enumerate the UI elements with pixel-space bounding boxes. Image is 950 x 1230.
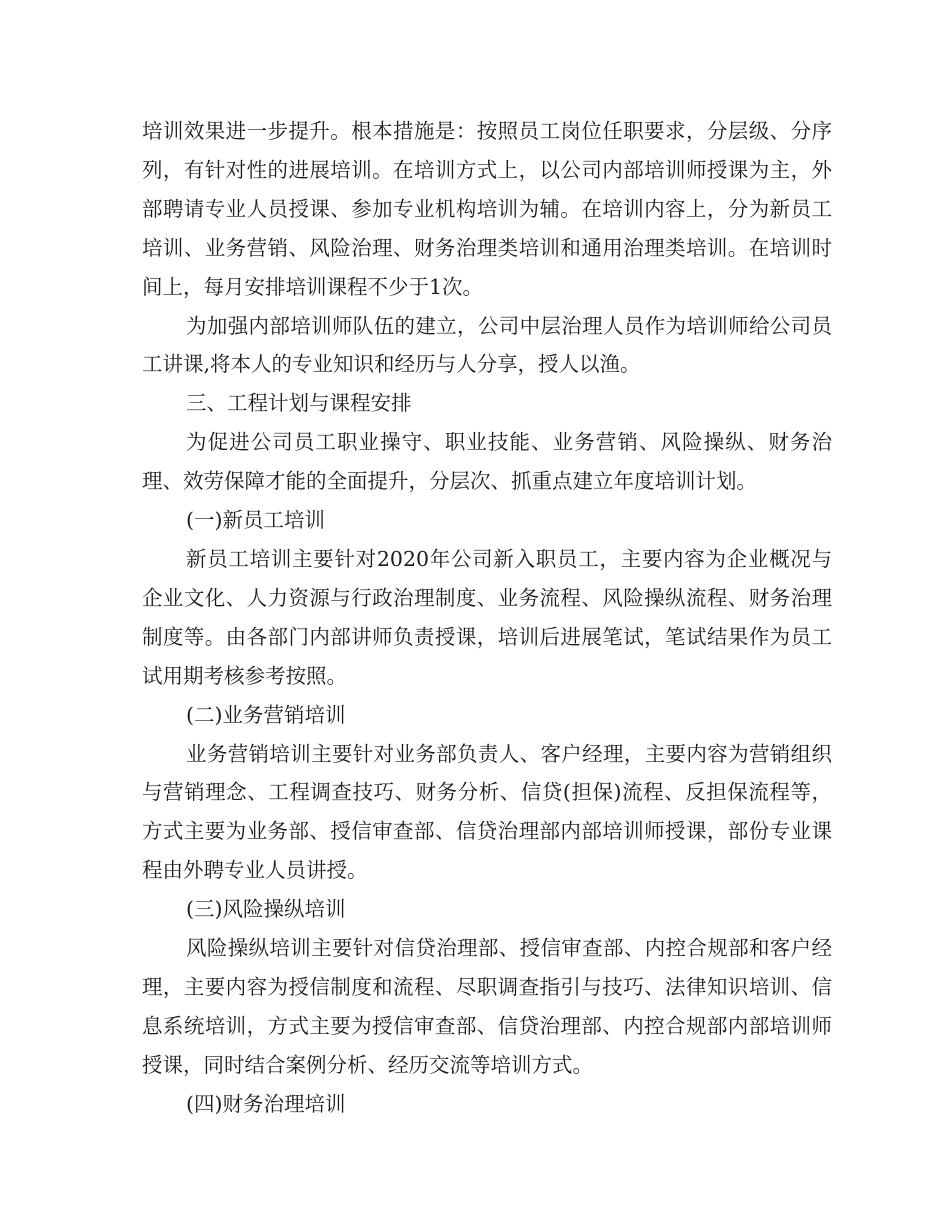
paragraph-training-measures: 培训效果进一步提升。根本措施是：按照员工岗位任职要求，分层级、分序列，有针对性的进展培训。在培训方式上，以公司内部培训师授课为主，外部聘请专业人员授课、参加专业机构培训为辅。在培训内容上，分为新员工培训、业务营销、风险治理、财务治理类培训和通用治理类培训。在培训时间上，每月安排培训课程不少于1次。 — [142, 119, 832, 299]
subheading-marketing: (二)业务营销培训 — [186, 702, 346, 727]
paragraph-risk: 风险操纵培训主要针对信贷治理部、授信审查部、内控合规部和客户经理，主要内容为授信制度和流程、尽职调查指引与技巧、法律知识培训、信息系统培训，方式主要为授信审查部、信贷治理部、内控合规部内部培训师授课，同时结合案例分析、经历交流等培训方式。 — [142, 936, 832, 1077]
paragraph-new-employee: 新员工培训主要针对2020年公司新入职员工，主要内容为企业概况与企业文化、人力资源与行政治理制度、业务流程、风险操纵流程、财务治理制度等。由各部门内部讲师负责授课，培训后进展笔试，笔试结果作为员工试用期考核参考按照。 — [142, 546, 832, 688]
subheading-finance: (四)财务治理培训 — [186, 1091, 346, 1116]
subheading-risk: (三)风险操纵培训 — [186, 897, 346, 922]
section-heading-plan: 三、工程计划与课程安排 — [186, 391, 412, 416]
paragraph-marketing: 业务营销培训主要针对业务部负责人、客户经理，主要内容为营销组织与营销理念、工程调查技巧、财务分析、信贷(担保)流程、反担保流程等，方式主要为业务部、授信审查部、信贷治理部内部培训师授课，部份专业课程由外聘专业人员讲授。 — [142, 741, 832, 883]
subheading-new-employee: (一)新员工培训 — [186, 508, 325, 533]
paragraph-annual-plan: 为促进公司员工职业操守、职业技能、业务营销、风险操纵、财务治理、效劳保障才能的全面提升，分层次、抓重点建立年度培训计划。 — [142, 430, 832, 494]
paragraph-internal-trainers: 为加强内部培训师队伍的建立，公司中层治理人员作为培训师给公司员工讲课,将本人的专业知识和经历与人分享，授人以渔。 — [142, 313, 832, 377]
document-body — [142, 112, 832, 1124]
